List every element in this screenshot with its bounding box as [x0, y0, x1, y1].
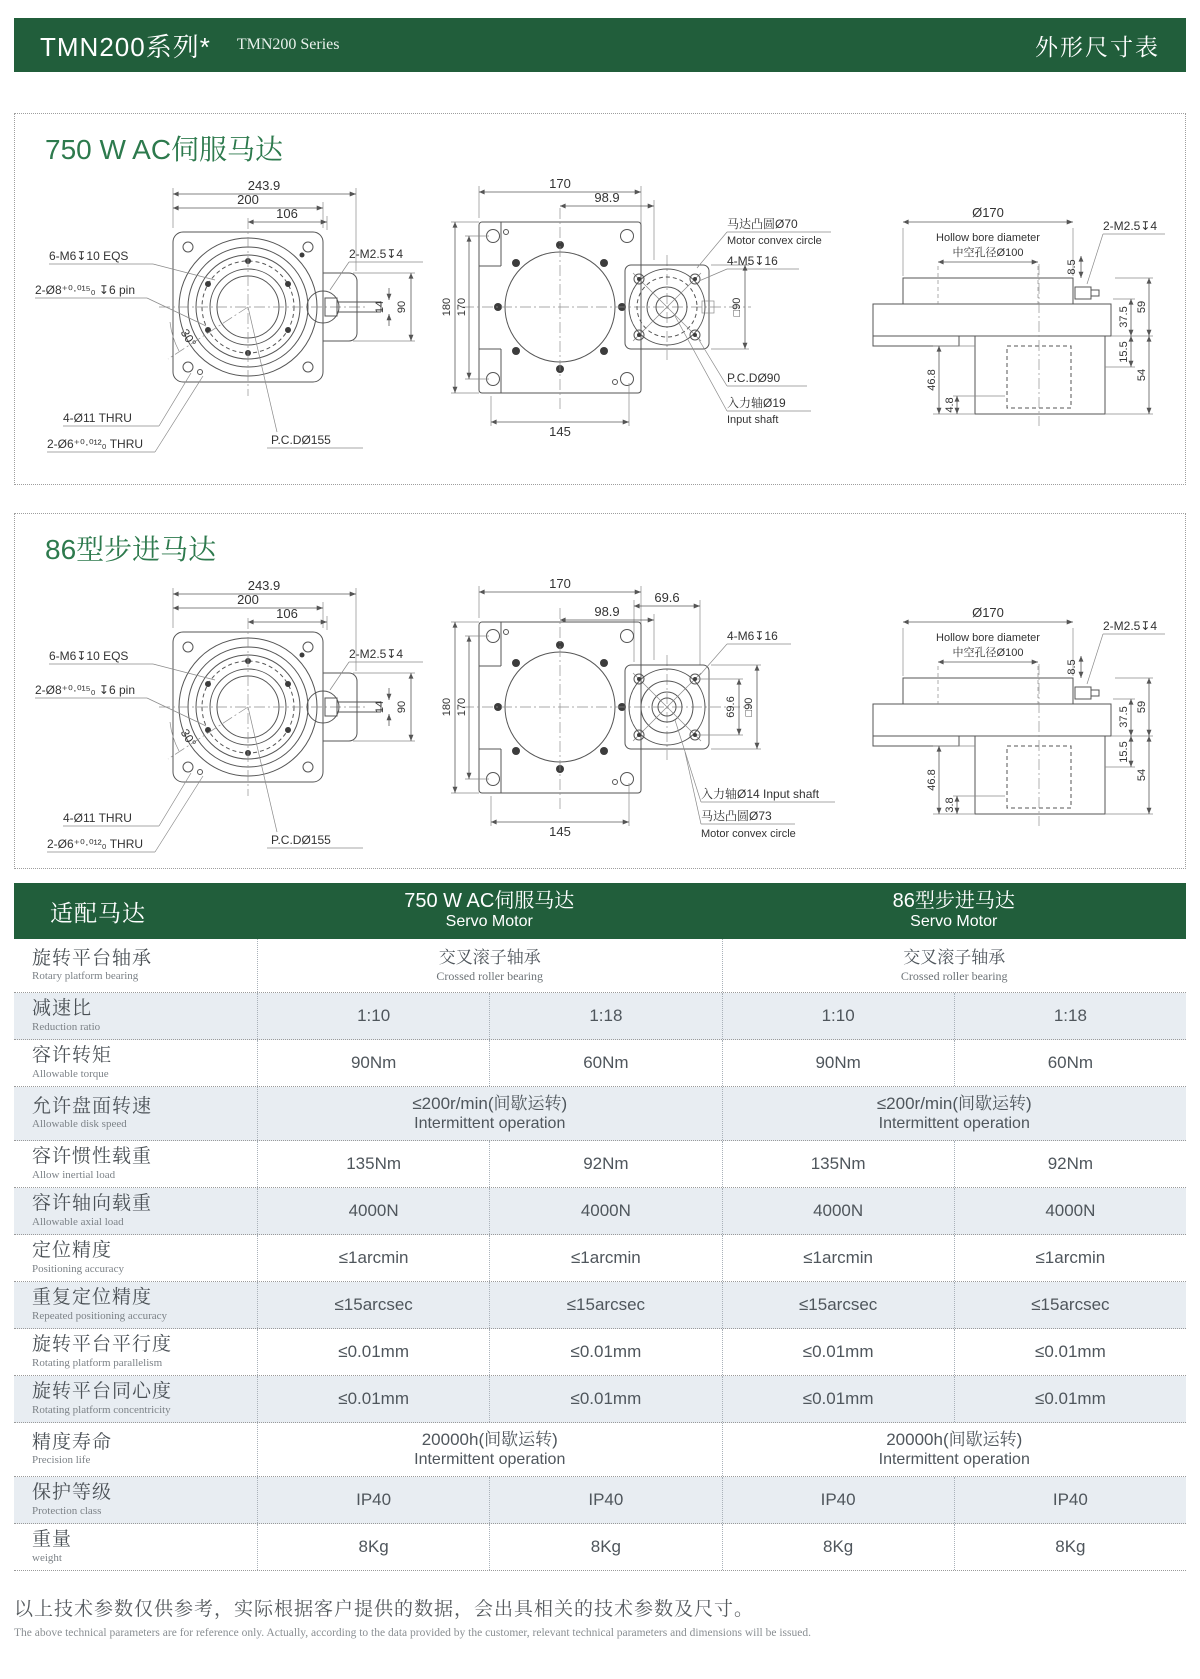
side-view-drawing-750w: [839, 170, 1169, 460]
table-header-group-stepper: [722, 890, 1187, 931]
drawing-row: [19, 570, 1181, 860]
callout-input-shaft: 入力轴Ø14 Input shaft: [701, 787, 820, 801]
cell: ≤1arcmin: [257, 1235, 489, 1281]
dim-dia-170: Ø170: [972, 205, 1004, 220]
callout-thru11: 4-Ø11 THRU: [63, 811, 132, 825]
callout-m25-side: 2-M2.5↧4: [1103, 219, 1158, 233]
row-label-zh: 旋转平台轴承: [32, 947, 153, 969]
row-label: [14, 1143, 257, 1185]
callout-pin-holes: 2-Ø8⁺⁰·⁰¹⁵₀ ↧6 pin: [35, 683, 135, 697]
table-row-axial-load: [14, 1188, 1186, 1235]
cell: ≤0.01mm: [489, 1376, 721, 1422]
callout-convex-en: Motor convex circle: [727, 235, 822, 247]
row-label: [14, 1190, 257, 1232]
dim-offset-85: 8.5: [1066, 659, 1078, 675]
front-view-drawing-86: [19, 570, 439, 860]
callout-pin-holes: 2-Ø8⁺⁰·⁰¹⁵₀ ↧6 pin: [35, 283, 135, 297]
row-label: [14, 1479, 257, 1521]
row-label-zh: 重量: [32, 1529, 73, 1550]
cell: ≤0.01mm: [722, 1376, 954, 1422]
row-label-zh: 保护等级: [32, 1482, 113, 1503]
dim-offset-85: 8.5: [1066, 259, 1078, 275]
section-750w-servo: [14, 113, 1186, 485]
cell: ≤0.01mm: [954, 1329, 1186, 1375]
table-header: [14, 883, 1186, 939]
row-label: [14, 1284, 257, 1326]
series-title-en: TMN200 Series: [236, 36, 340, 53]
footer-note-zh: 以上技术参数仅供参考，实际根据客户提供的数据，会出具相关的技术参数及尺寸。: [14, 1599, 755, 1620]
table-row-weight: [14, 1524, 1186, 1571]
dim-plan-170v: 170: [456, 297, 468, 317]
cell: 8Kg: [722, 1524, 954, 1570]
dim-468: 46.8: [926, 369, 938, 391]
table-row-parallelism: [14, 1329, 1186, 1376]
row-label-en: Precision life: [32, 1454, 91, 1467]
cell-value-zh: 20000h(间歇运转): [886, 1429, 1023, 1449]
callout-m25: 2-M2.5↧4: [349, 647, 404, 661]
row-label: [14, 945, 257, 987]
cell: 135Nm: [722, 1141, 954, 1187]
plan-view-drawing-86: [439, 570, 839, 860]
section-86-stepper: [14, 513, 1186, 869]
table-row-reduction-ratio: [14, 993, 1186, 1040]
callout-thru11: 4-Ø11 THRU: [63, 411, 132, 425]
callout-convex-en: Motor convex circle: [701, 828, 796, 840]
callout-input-shaft-en: Input shaft: [727, 414, 779, 426]
front-labels: [35, 178, 408, 451]
top-header-bar: [14, 18, 1186, 72]
cell: ≤1arcmin: [489, 1235, 721, 1281]
cell: ≤15arcsec: [722, 1282, 954, 1328]
cell-value-en: Crossed roller bearing: [900, 968, 1008, 983]
cell: 92Nm: [489, 1141, 721, 1187]
footer-note-en: The above technical parameters are for reference only. Actually, according to the data provided by the customer, relevant technical parameters and dimensions will be issued.: [14, 1626, 811, 1639]
row-label-en: Rotating platform parallelism: [32, 1356, 163, 1369]
bore-label-en: Hollow bore diameter: [936, 632, 1040, 644]
side-view-drawing-86: [839, 570, 1169, 860]
cell: 90Nm: [722, 1040, 954, 1086]
section-title: 750 W AC伺服马达: [45, 134, 284, 165]
dim-center-offset: 106: [276, 606, 298, 621]
cell: 8Kg: [257, 1524, 489, 1570]
callout-flange-bolts: 4-M5↧16: [727, 254, 778, 268]
cell: ≤15arcsec: [954, 1282, 1186, 1328]
row-label-zh: 容许惯性载重: [32, 1146, 153, 1167]
cell: ≤15arcsec: [257, 1282, 489, 1328]
cell: 90Nm: [257, 1040, 489, 1086]
cell-value-zh: 交叉滚子轴承: [438, 948, 541, 968]
bore-label-zh: 中空孔径Ø100: [952, 247, 1024, 259]
series-title-zh: TMN200系列*: [40, 31, 211, 62]
cell: IP40: [954, 1477, 1186, 1523]
table-row-repeated-accuracy: [14, 1282, 1186, 1329]
front-view-drawing-750w: [19, 170, 439, 460]
cell-speed-servo: [257, 1087, 722, 1140]
cell: ≤0.01mm: [489, 1329, 721, 1375]
row-label-en: Rotating platform concentricity: [32, 1403, 171, 1416]
dim-155: 15.5: [1118, 741, 1130, 763]
cell: 4000N: [257, 1188, 489, 1234]
row-label: [14, 1526, 257, 1568]
row-label: [14, 1378, 257, 1420]
group-title-zh: 86型步进马达: [892, 890, 1015, 913]
cell: 60Nm: [954, 1040, 1186, 1086]
dim-59: 59: [1136, 700, 1148, 714]
dim-375: 37.5: [1118, 706, 1130, 728]
dim-375: 37.5: [1118, 306, 1130, 328]
dim-54: 54: [1136, 368, 1148, 382]
dim-plan-170: 170: [549, 576, 571, 591]
cell-speed-stepper: [722, 1087, 1187, 1140]
cell-value-zh: ≤200r/min(间歇运转): [876, 1093, 1032, 1113]
group-title-en: Servo Motor: [445, 913, 533, 931]
drawing-row: [19, 170, 1181, 460]
callout-pcd155: P.C.DØ155: [271, 833, 331, 847]
row-label-zh: 容许轴向载重: [32, 1193, 153, 1214]
row-label-zh: 减速比: [32, 998, 93, 1019]
callout-flange-bolts: 4-M6↧16: [727, 629, 778, 643]
cell-value-zh: 交叉滚子轴承: [903, 948, 1006, 968]
bore-label-en: Hollow bore diameter: [936, 232, 1040, 244]
cell: 8Kg: [489, 1524, 721, 1570]
dim-plan-145: 145: [549, 824, 571, 839]
side-labels: [926, 205, 1157, 413]
row-label-zh: 旋转平台同心度: [32, 1381, 173, 1402]
row-label-en: Allow inertial load: [32, 1168, 116, 1181]
cell: IP40: [257, 1477, 489, 1523]
cell: ≤0.01mm: [257, 1376, 489, 1422]
cell: ≤0.01mm: [722, 1329, 954, 1375]
callout-m25: 2-M2.5↧4: [349, 247, 404, 261]
cell: ≤0.01mm: [954, 1376, 1186, 1422]
dim-plate-width: 200: [237, 592, 259, 607]
dim-plan-989: 98.9: [594, 604, 620, 619]
dim-angle: 30°: [177, 726, 200, 750]
bore-label-zh: 中空孔径Ø100: [952, 647, 1024, 659]
page-title-right: 外形尺寸表: [1035, 33, 1160, 60]
cell: 1:18: [489, 993, 721, 1039]
dim-plan-180: 180: [441, 697, 453, 717]
group-title-zh: 750 W AC伺服马达: [404, 890, 575, 913]
row-label-zh: 精度寿命: [32, 1431, 113, 1453]
dim-plan-180: 180: [441, 297, 453, 317]
cell-value-en: Intermittent operation: [414, 1115, 566, 1133]
dim-plan-145: 145: [549, 424, 571, 439]
dim-plan-170v: 170: [456, 697, 468, 717]
table-row-inertial-load: [14, 1141, 1186, 1188]
dim-flange-square: □90: [731, 297, 743, 317]
cell: ≤15arcsec: [489, 1282, 721, 1328]
cell: 1:18: [954, 993, 1186, 1039]
dim-48: 4.8: [944, 397, 956, 413]
section-title: 86型步进马达: [45, 534, 217, 565]
cell: 4000N: [489, 1188, 721, 1234]
table-row-bearing: [14, 939, 1186, 993]
table-row-concentricity: [14, 1376, 1186, 1423]
row-label-en: Protection class: [32, 1504, 102, 1517]
callout-eqs-holes: 6-M6↧10 EQS: [49, 249, 129, 263]
table-row-allowable-torque: [14, 1040, 1186, 1087]
row-label-zh: 定位精度: [32, 1240, 113, 1261]
cell: 92Nm: [954, 1141, 1186, 1187]
cell: ≤0.01mm: [257, 1329, 489, 1375]
row-label-en: Allowable axial load: [32, 1215, 124, 1228]
dim-155: 15.5: [1118, 341, 1130, 363]
dim-59: 59: [1136, 300, 1148, 314]
row-label-zh: 重复定位精度: [32, 1287, 153, 1308]
cell-bearing-servo: [257, 939, 722, 992]
dim-bolt-spacing: 69.6: [725, 696, 737, 718]
cell-life-stepper: [722, 1423, 1187, 1476]
callout-m25-side: 2-M2.5↧4: [1103, 619, 1158, 633]
row-label: [14, 1429, 257, 1471]
cell: 1:10: [257, 993, 489, 1039]
callout-thru6: 2-Ø6⁺⁰·⁰¹²₀ THRU: [47, 437, 144, 451]
dim-side-90: 90: [396, 300, 408, 314]
cell-value-en: Crossed roller bearing: [436, 968, 544, 983]
row-label-en: Positioning accuracy: [32, 1262, 124, 1275]
dim-468: 46.8: [926, 769, 938, 791]
row-label-en: Repeated positioning accuracy: [32, 1309, 168, 1322]
row-label: [14, 1331, 257, 1373]
table-row-disk-speed: [14, 1087, 1186, 1141]
table-header-label: 适配马达: [50, 899, 146, 926]
cell-value-en: Intermittent operation: [878, 1451, 1030, 1469]
cell-life-servo: [257, 1423, 722, 1476]
callout-thru6: 2-Ø6⁺⁰·⁰¹²₀ THRU: [47, 837, 144, 851]
spec-table: [14, 883, 1186, 1571]
cell: 8Kg: [954, 1524, 1186, 1570]
dim-side-90: 90: [396, 700, 408, 714]
table-row-protection-class: [14, 1477, 1186, 1524]
row-label-zh: 旋转平台平行度: [32, 1334, 173, 1355]
cell: ≤1arcmin: [954, 1235, 1186, 1281]
cell-bearing-stepper: [722, 939, 1187, 992]
callout-pcd90: P.C.DØ90: [727, 371, 781, 385]
dim-dia-170: Ø170: [972, 605, 1004, 620]
front-labels: [35, 578, 408, 851]
cell: 4000N: [954, 1188, 1186, 1234]
table-row-precision-life: [14, 1423, 1186, 1477]
row-label-zh: 容许转矩: [32, 1045, 113, 1066]
side-labels: [926, 605, 1157, 813]
dim-overall-width: 243.9: [247, 178, 281, 193]
dim-38: 3.8: [944, 797, 956, 813]
dim-flange-square: □90: [743, 697, 755, 717]
cell-value-en: Intermittent operation: [414, 1451, 566, 1469]
dim-plate-width: 200: [237, 192, 259, 207]
cell: IP40: [489, 1477, 721, 1523]
dim-shaft: 14: [374, 300, 386, 314]
footer-note: [14, 1598, 811, 1640]
row-label-zh: 允许盘面转速: [32, 1095, 153, 1117]
row-label-en: Allowable disk speed: [32, 1118, 127, 1131]
cell-value-zh: 20000h(间歇运转): [421, 1429, 558, 1449]
group-title-en: Servo Motor: [910, 913, 998, 931]
row-label: [14, 1237, 257, 1279]
dim-plan-989: 98.9: [594, 190, 620, 205]
dim-54: 54: [1136, 768, 1148, 782]
row-label: [14, 1093, 257, 1135]
cell: 1:10: [722, 993, 954, 1039]
cell-value-zh: ≤200r/min(间歇运转): [412, 1093, 568, 1113]
cell: ≤1arcmin: [722, 1235, 954, 1281]
cell: 4000N: [722, 1188, 954, 1234]
table-row-positioning-accuracy: [14, 1235, 1186, 1282]
callout-input-shaft-zh: 入力轴Ø19: [727, 396, 786, 410]
callout-eqs-holes: 6-M6↧10 EQS: [49, 649, 129, 663]
row-label-en: weight: [32, 1551, 62, 1564]
row-label-en: Reduction ratio: [32, 1020, 101, 1033]
cell: IP40: [722, 1477, 954, 1523]
dim-plan-170: 170: [549, 176, 571, 191]
plan-view-drawing-750w: [439, 170, 839, 460]
callout-pcd155: P.C.DØ155: [271, 433, 331, 447]
dim-center-offset: 106: [276, 206, 298, 221]
cell: 135Nm: [257, 1141, 489, 1187]
row-label: [14, 1042, 257, 1084]
dim-angle: 30°: [177, 326, 200, 350]
cell-value-en: Intermittent operation: [878, 1115, 1030, 1133]
dim-plan-696: 69.6: [654, 590, 680, 605]
dim-shaft: 14: [374, 700, 386, 714]
dim-overall-width: 243.9: [247, 578, 281, 593]
row-label-en: Rotary platform bearing: [32, 970, 139, 983]
callout-convex-zh: 马达凸圆Ø70: [727, 217, 798, 231]
row-label-en: Allowable torque: [32, 1067, 109, 1080]
table-header-group-servo: [257, 890, 722, 931]
row-label: [14, 995, 257, 1037]
cell: 60Nm: [489, 1040, 721, 1086]
callout-convex-zh: 马达凸圆Ø73: [701, 809, 772, 823]
